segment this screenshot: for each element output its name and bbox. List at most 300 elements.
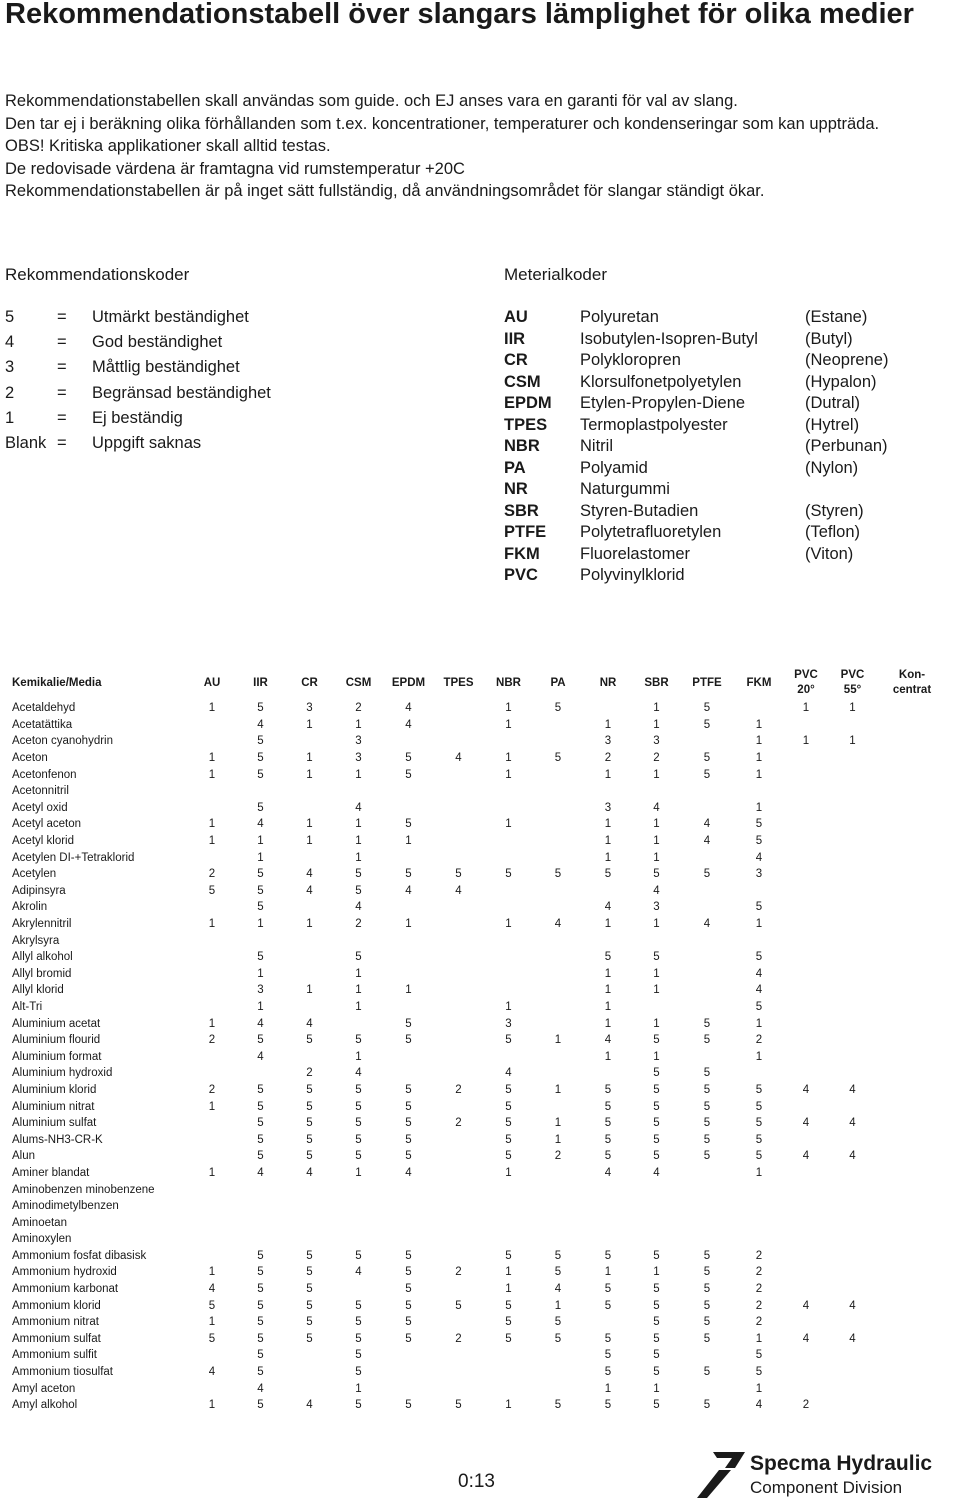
column-header xyxy=(432,666,485,700)
rating-cell xyxy=(432,1131,485,1148)
rating-cell xyxy=(878,849,946,866)
rating-cell xyxy=(785,1165,827,1182)
rating-cell: 4 xyxy=(554,1283,562,1296)
rating-cell xyxy=(632,1181,681,1198)
material-row xyxy=(504,479,888,501)
rating-cell: 4 xyxy=(208,1283,216,1296)
rating-cell xyxy=(532,999,584,1016)
rating-cell: 5 xyxy=(306,1150,313,1163)
rating-cell: 5 xyxy=(355,1316,362,1329)
rating-cell xyxy=(332,1015,385,1032)
rating-cell xyxy=(532,1347,584,1364)
chemical-name: Aluminium acetat xyxy=(12,1017,101,1030)
rating-cell: 4 xyxy=(405,702,412,715)
rating-cell: 1 xyxy=(653,835,660,848)
rating-cell xyxy=(432,783,485,800)
rating-cell: 5 xyxy=(306,1316,313,1329)
rating-cell xyxy=(878,999,946,1016)
rating-cell xyxy=(681,783,733,800)
chemical-name: Acetyl klorid xyxy=(12,835,74,848)
material-brand: (Viton) xyxy=(805,544,854,563)
rating-cell: 5 xyxy=(604,1083,612,1096)
rating-cell: 1 xyxy=(257,835,264,848)
rating-cell: 5 xyxy=(755,835,763,848)
rating-cell xyxy=(785,1131,827,1148)
rating-cell: 5 xyxy=(306,1133,313,1146)
material-name: Polyvinylklorid xyxy=(580,566,685,584)
table-row xyxy=(8,750,946,767)
rating-cell xyxy=(878,800,946,817)
rating-cell: 2 xyxy=(455,1332,462,1345)
rating-cell xyxy=(532,1231,584,1248)
rating-cell: 4 xyxy=(355,901,362,914)
rating-cell: 5 xyxy=(257,1399,264,1412)
table-row xyxy=(8,1314,946,1331)
rating-cell xyxy=(190,1065,234,1082)
rating-cell xyxy=(827,1181,878,1198)
rating-cell xyxy=(827,1015,878,1032)
rating-cell xyxy=(385,1364,432,1381)
rating-cell: 1 xyxy=(355,1166,362,1179)
code-row xyxy=(5,307,271,332)
rating-cell xyxy=(332,1181,385,1198)
rating-cell xyxy=(432,1314,485,1331)
material-name: Polyuretan xyxy=(580,308,659,326)
rating-cell: 1 xyxy=(208,1399,216,1412)
rating-cell xyxy=(584,1181,632,1198)
rating-cell: 1 xyxy=(257,851,264,864)
rating-cell xyxy=(485,1231,532,1248)
material-row xyxy=(504,329,888,351)
rating-cell xyxy=(532,1181,584,1198)
rating-cell: 5 xyxy=(653,1150,660,1163)
rating-cell: 5 xyxy=(405,1117,412,1130)
material-code: NBR xyxy=(504,437,540,455)
rating-cell: 5 xyxy=(505,1117,512,1130)
rating-cell: 5 xyxy=(703,1283,711,1296)
material-name: Polytetrafluoretylen xyxy=(580,523,722,541)
rating-cell xyxy=(827,816,878,833)
rating-cell xyxy=(234,1065,287,1082)
rating-cell: 4 xyxy=(405,884,412,897)
rating-cell: 1 xyxy=(505,818,512,831)
rating-cell: 1 xyxy=(505,768,512,781)
rating-cell: 1 xyxy=(355,718,362,731)
rating-cell xyxy=(332,1214,385,1231)
rating-cell: 1 xyxy=(755,1166,763,1179)
rating-cell: 4 xyxy=(257,818,264,831)
table-row xyxy=(8,816,946,833)
chemical-name: Aceton cyanohydrin xyxy=(12,735,114,748)
rating-cell: 1 xyxy=(802,735,810,748)
rating-cell: 5 xyxy=(405,1083,412,1096)
rating-cell: 1 xyxy=(505,718,512,731)
rating-cell xyxy=(385,1198,432,1215)
rating-cell: 4 xyxy=(849,1150,856,1163)
rating-cell: 5 xyxy=(554,702,562,715)
rating-cell: 5 xyxy=(257,1034,264,1047)
rating-cell: 1 xyxy=(208,1166,216,1179)
material-name: Polykloropren xyxy=(580,351,681,369)
intro-text xyxy=(5,90,955,203)
rating-cell xyxy=(632,932,681,949)
rating-cell xyxy=(485,833,532,850)
rating-cell xyxy=(785,916,827,933)
chemical-name: Aminobenzen minobenzene xyxy=(12,1183,155,1196)
rating-cell: 5 xyxy=(355,951,362,964)
page-number: 0:13 xyxy=(458,1471,495,1492)
rating-cell xyxy=(827,1264,878,1281)
rating-cell: 1 xyxy=(755,1050,763,1063)
rating-cell xyxy=(827,1065,878,1082)
intro-line: Rekommendationstabellen är på inget sätt fullständig, då användningsområdet för slangar ständigt ökar. xyxy=(5,182,765,201)
material-brand: (Hypalon) xyxy=(805,372,877,391)
rating-cell: 5 xyxy=(355,1332,362,1345)
rating-cell xyxy=(827,1380,878,1397)
rating-cell: 5 xyxy=(257,1366,264,1379)
rating-cell: 5 xyxy=(306,1083,313,1096)
rating-cell: 1 xyxy=(653,768,660,781)
rating-cell: 5 xyxy=(355,868,362,881)
rating-cell xyxy=(827,1281,878,1298)
rating-cell: 4 xyxy=(257,1166,264,1179)
rating-cell: 5 xyxy=(653,1083,660,1096)
code-row xyxy=(5,433,271,458)
column-header xyxy=(332,666,385,700)
rating-cell: 5 xyxy=(257,768,264,781)
rating-cell xyxy=(287,1181,332,1198)
column-header xyxy=(485,666,532,700)
rating-cell xyxy=(785,833,827,850)
rating-cell: 5 xyxy=(306,1100,313,1113)
table-row xyxy=(8,717,946,734)
rating-cell: 2 xyxy=(554,1150,562,1163)
rating-cell: 1 xyxy=(505,1000,512,1013)
rating-cell: 1 xyxy=(604,718,612,731)
material-row xyxy=(504,415,888,437)
rating-cell: 3 xyxy=(257,984,264,997)
rating-cell: 5 xyxy=(653,1034,660,1047)
rating-cell: 4 xyxy=(849,1083,856,1096)
rating-cell xyxy=(287,966,332,983)
rating-cell xyxy=(681,1231,733,1248)
codes-heading: Rekommendationskoder xyxy=(5,265,190,284)
code-description: God beständighet xyxy=(92,333,223,352)
rating-cell: 1 xyxy=(604,1266,612,1279)
column-header xyxy=(827,666,878,700)
chemical-name: Acetaldehyd xyxy=(12,702,76,715)
rating-cell xyxy=(287,999,332,1016)
rating-cell: 5 xyxy=(257,735,264,748)
rating-cell: 3 xyxy=(653,901,660,914)
rating-cell xyxy=(878,1297,946,1314)
material-brand: (Estane) xyxy=(805,308,868,326)
material-brand: (Styren) xyxy=(805,501,864,520)
material-row xyxy=(504,522,888,544)
rating-cell xyxy=(785,883,827,900)
table-row xyxy=(8,849,946,866)
table-row xyxy=(8,1065,946,1082)
rating-cell: 4 xyxy=(802,1299,810,1312)
rating-cell xyxy=(190,1380,234,1397)
table-row xyxy=(8,1048,946,1065)
column-header xyxy=(190,666,234,700)
rating-cell: 1 xyxy=(653,984,660,997)
rating-cell: 1 xyxy=(604,1017,612,1030)
rating-cell xyxy=(785,866,827,883)
rating-cell xyxy=(681,800,733,817)
rating-cell xyxy=(432,1380,485,1397)
rating-cell: 4 xyxy=(703,818,711,831)
rating-cell: 5 xyxy=(653,1316,660,1329)
rating-cell: 1 xyxy=(755,1382,763,1395)
rating-cell xyxy=(827,1397,878,1414)
rating-cell: 1 xyxy=(604,1000,612,1013)
rating-cell xyxy=(485,1198,532,1215)
material-row xyxy=(504,307,888,329)
table-row xyxy=(8,1347,946,1364)
rating-cell: 1 xyxy=(604,967,612,980)
table-row xyxy=(8,1131,946,1148)
rating-cell: 5 xyxy=(755,1000,763,1013)
rating-cell: 4 xyxy=(306,1017,313,1030)
code-description: Ej beständig xyxy=(92,408,183,427)
rating-cell xyxy=(287,1214,332,1231)
rating-cell xyxy=(878,1248,946,1265)
rating-cell: 1 xyxy=(208,1100,216,1113)
material-code: EPDM xyxy=(504,394,552,412)
rating-cell: 2 xyxy=(755,1249,763,1262)
rating-cell xyxy=(878,717,946,734)
code-equals: = xyxy=(57,333,67,352)
rating-cell xyxy=(878,899,946,916)
material-row xyxy=(504,436,888,458)
rating-cell: 5 xyxy=(208,1299,216,1312)
rating-cell: 4 xyxy=(257,718,264,731)
rating-cell xyxy=(827,750,878,767)
rating-cell: 1 xyxy=(755,718,763,731)
rating-cell: 5 xyxy=(755,1100,763,1113)
rating-cell xyxy=(878,1115,946,1132)
material-code: IIR xyxy=(504,329,526,348)
rating-cell: 4 xyxy=(849,1332,856,1345)
material-name: Styren-Butadien xyxy=(580,501,699,520)
rating-cell xyxy=(485,1364,532,1381)
rating-cell xyxy=(532,932,584,949)
rating-cell: 5 xyxy=(257,1133,264,1146)
rating-cell xyxy=(432,1231,485,1248)
rating-cell xyxy=(827,1032,878,1049)
rating-cell: 3 xyxy=(755,868,763,881)
rating-cell: 1 xyxy=(355,768,362,781)
rating-cell xyxy=(785,849,827,866)
rating-cell xyxy=(190,1347,234,1364)
rating-cell xyxy=(532,899,584,916)
column-header-line1: IIR xyxy=(253,676,268,689)
rating-cell: 5 xyxy=(405,1266,412,1279)
rating-cell: 5 xyxy=(306,1249,313,1262)
column-header-line1: NBR xyxy=(496,676,521,689)
column-header xyxy=(632,666,681,700)
page-title: Rekommendationstabell över slangars lämplighet för olika medier xyxy=(5,0,914,30)
rating-cell xyxy=(190,999,234,1016)
rating-cell xyxy=(827,1364,878,1381)
rating-cell: 5 xyxy=(257,752,264,765)
table-row xyxy=(8,1214,946,1231)
rating-cell xyxy=(878,1347,946,1364)
rating-cell: 5 xyxy=(604,1366,612,1379)
rating-cell: 5 xyxy=(355,1034,362,1047)
rating-cell: 5 xyxy=(355,1083,362,1096)
rating-cell: 1 xyxy=(653,818,660,831)
rating-cell: 5 xyxy=(703,1299,711,1312)
rating-cell: 2 xyxy=(604,752,612,765)
rating-cell: 1 xyxy=(257,967,264,980)
rating-cell xyxy=(532,1048,584,1065)
rating-cell xyxy=(785,1032,827,1049)
table-row xyxy=(8,1397,946,1414)
rating-cell: 5 xyxy=(703,868,711,881)
rating-cell: 4 xyxy=(755,984,763,997)
intro-line: Rekommendationstabellen skall användas som guide. och EJ anses vara en garanti för val av slang. xyxy=(5,92,738,110)
rating-cell: 5 xyxy=(208,884,216,897)
material-code: TPES xyxy=(504,415,548,434)
rating-cell xyxy=(432,1364,485,1381)
chemical-name: Aminoxylen xyxy=(12,1233,72,1246)
rating-cell: 5 xyxy=(703,702,711,715)
rating-cell xyxy=(681,899,733,916)
code-row xyxy=(5,332,271,357)
rating-cell xyxy=(432,982,485,999)
material-name: Termoplastpolyester xyxy=(580,415,728,434)
rating-cell xyxy=(287,949,332,966)
rating-cell: 5 xyxy=(355,1399,362,1412)
rating-cell: 1 xyxy=(405,984,412,997)
rating-cell xyxy=(190,1248,234,1265)
code-key: 4 xyxy=(5,333,15,352)
rating-cell xyxy=(385,1214,432,1231)
rating-cell xyxy=(878,1181,946,1198)
rating-cell xyxy=(287,932,332,949)
chemical-name: Amyl aceton xyxy=(12,1382,76,1395)
rating-cell: 4 xyxy=(257,1017,264,1030)
rating-cell: 5 xyxy=(257,1299,264,1312)
rating-cell: 4 xyxy=(755,1399,763,1412)
rating-cell xyxy=(878,700,946,717)
rating-cell xyxy=(432,1347,485,1364)
rating-cell xyxy=(681,999,733,1016)
rating-cell xyxy=(332,1198,385,1215)
rating-cell: 5 xyxy=(653,1067,660,1080)
code-equals: = xyxy=(57,433,67,452)
rating-cell xyxy=(785,1347,827,1364)
rating-cell xyxy=(432,849,485,866)
rating-cell: 1 xyxy=(653,918,660,931)
code-equals: = xyxy=(57,408,67,427)
rating-cell xyxy=(827,1098,878,1115)
rating-cell: 4 xyxy=(849,1299,856,1312)
chemical-name: Adipinsyra xyxy=(12,884,66,897)
rating-cell: 5 xyxy=(405,868,412,881)
rating-cell: 1 xyxy=(208,768,216,781)
rating-cell xyxy=(190,1181,234,1198)
rating-cell xyxy=(532,833,584,850)
chemical-name: Acetatättika xyxy=(12,718,73,731)
rating-cell xyxy=(532,733,584,750)
rating-cell: 5 xyxy=(604,1150,612,1163)
column-header-line1: TPES xyxy=(443,676,474,689)
rating-cell xyxy=(584,1198,632,1215)
rating-cell xyxy=(878,1198,946,1215)
table-row xyxy=(8,866,946,883)
rating-cell: 3 xyxy=(306,702,313,715)
rating-cell: 5 xyxy=(306,1332,313,1345)
rating-cell: 5 xyxy=(405,1034,412,1047)
column-header-line1: AU xyxy=(203,676,221,689)
rating-cell: 5 xyxy=(257,801,264,814)
rating-cell xyxy=(878,1165,946,1182)
table-row xyxy=(8,1281,946,1298)
intro-line: OBS! Kritiska applikationer skall alltid testas. xyxy=(5,137,331,156)
rating-cell xyxy=(190,1131,234,1148)
rating-cell xyxy=(234,1198,287,1215)
rating-cell xyxy=(287,1380,332,1397)
rating-cell: 2 xyxy=(755,1034,763,1047)
rating-cell: 5 xyxy=(505,1133,512,1146)
material-name: Polyamid xyxy=(580,458,648,477)
rating-cell xyxy=(827,1248,878,1265)
rating-cell xyxy=(827,1165,878,1182)
chemical-name: Ammonium hydroxid xyxy=(12,1266,117,1279)
rating-cell xyxy=(827,783,878,800)
code-equals: = xyxy=(57,358,67,377)
table-row xyxy=(8,833,946,850)
rating-cell xyxy=(785,717,827,734)
column-header xyxy=(532,666,584,700)
rating-cell: 4 xyxy=(455,752,462,765)
rating-cell: 1 xyxy=(755,1332,763,1345)
chemical-name: Aminoetan xyxy=(12,1216,67,1229)
rating-cell: 5 xyxy=(755,901,763,914)
rating-cell: 5 xyxy=(554,1266,562,1279)
chemical-name: Akrylennitril xyxy=(12,918,72,931)
material-row xyxy=(504,565,888,587)
rating-cell: 4 xyxy=(703,918,711,931)
table-row xyxy=(8,1331,946,1348)
rating-cell: 5 xyxy=(653,1299,660,1312)
material-name: Klorsulfonetpolyetylen xyxy=(580,372,742,391)
rating-cell xyxy=(385,849,432,866)
column-header-line2: 55° xyxy=(843,684,862,696)
rating-cell xyxy=(190,1231,234,1248)
rating-cell xyxy=(432,1015,485,1032)
chemical-name: Aminer blandat xyxy=(12,1166,90,1179)
rating-cell: 5 xyxy=(703,718,711,731)
rating-cell: 5 xyxy=(703,1067,711,1080)
rating-cell xyxy=(827,916,878,933)
rating-cell xyxy=(190,717,234,734)
rating-cell: 5 xyxy=(604,1117,612,1130)
table-row xyxy=(8,883,946,900)
rating-cell: 4 xyxy=(604,1166,612,1179)
rating-cell xyxy=(632,1198,681,1215)
column-header xyxy=(385,666,432,700)
rating-cell: 3 xyxy=(505,1017,512,1030)
rating-cell xyxy=(632,999,681,1016)
rating-cell: 4 xyxy=(306,868,313,881)
rating-cell: 5 xyxy=(653,868,660,881)
rating-cell: 5 xyxy=(604,1133,612,1146)
